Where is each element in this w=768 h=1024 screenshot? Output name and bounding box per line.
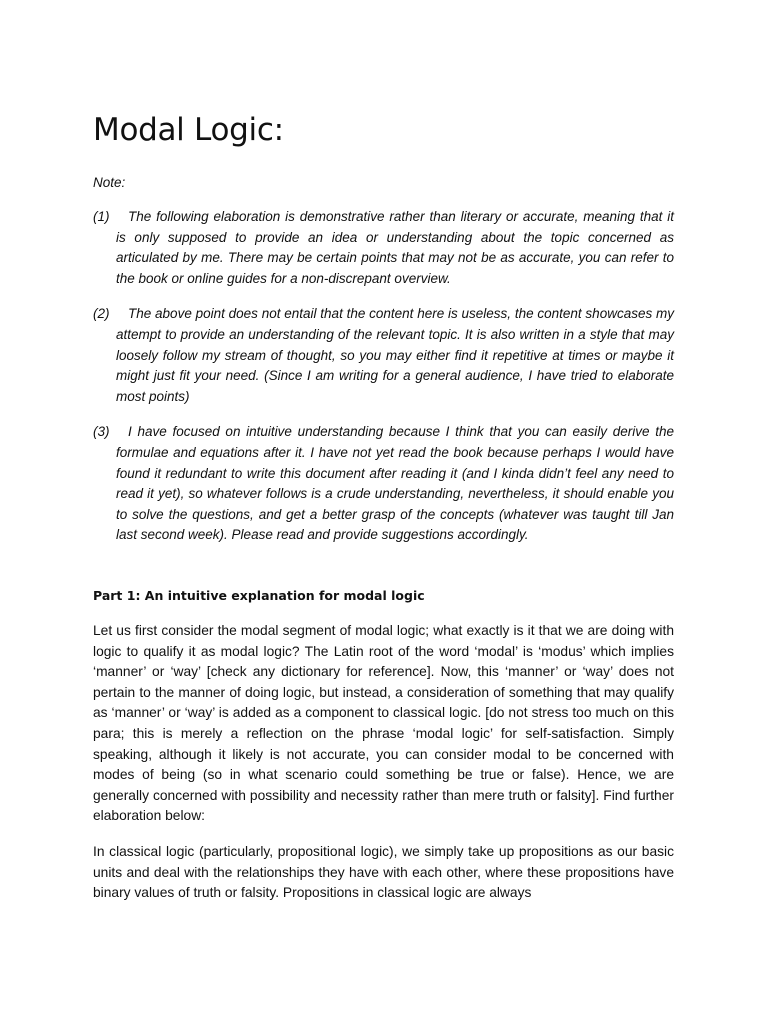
notes-list — [93, 207, 674, 561]
note-item — [93, 207, 674, 289]
note-number: (2) — [93, 306, 110, 322]
section-heading: Part 1: An intuitive explanation for modal logic — [93, 588, 425, 603]
body-paragraph: Let us first consider the modal segment of modal logic; what exactly is it that we are doing with logic to qualify it as modal logic? The Latin root of the word ‘modal’ is ‘modus’ which implies ‘manner’ or ‘way’ [check any dictionary for reference]. Now, this ‘manner’ or ‘way’ does not pertain to the manner of doing logic, but instead, a consideration of something that may qualify as ‘manner’ or ‘way’ is added as a component to classical logic. [do not stress too much on this para; this is merely a reflection on the phrase ‘modal logic’ for self-satisfaction. Simply speaking, although it likely is not accurate, you can consider modal to be concerned with modes of being (so in what scenario could something be true or false). Hence, we are generally concerned with possibility and necessity rather than mere truth or falsity]. Find further elaboration below: — [93, 623, 674, 824]
note-text: The above point does not entail that the content here is useless, the content showcases my attempt to provide an understanding of the relevant topic. It is also written in a style that may loosely follow my stream of thought, so you may either find it repetitive at times or maybe it might just fit your need. (Since I am writing for a general audience, I have tried to elaborate most points) — [116, 306, 674, 404]
note-text: I have focused on intuitive understanding because I think that you can easily derive the formulae and equations after it. I have not yet read the book because perhaps I would have found it redundant to write this document after reading it (and I kinda didn’t feel any need to read it yet), so whatever follows is a crude understanding, nevertheless, it should enable you to solve the questions, and get a better grasp of the concepts (whatever was taught till Jan last second week). Please read and provide suggestions accordingly. — [116, 424, 674, 543]
note-item — [93, 422, 674, 546]
note-item — [93, 304, 674, 407]
body-paragraph: In classical logic (particularly, propositional logic), we simply take up propositions as our basic units and deal with the relationships they have with each other, where these propositions have binary values of truth or falsity. Propositions in classical logic are always — [93, 843, 674, 901]
note-number: (3) — [93, 424, 110, 440]
note-number: (1) — [93, 209, 110, 224]
body-text — [93, 621, 674, 919]
note-text: The following elaboration is demonstrative rather than literary or accurate, meaning that it is only supposed to provide an idea or understanding about the topic concerned as articulated by me. There may be certain points that may not be as accurate, you can refer to the book or online guides for a non-discrepant overview. — [116, 209, 674, 286]
note-label: Note: — [93, 175, 126, 190]
page-title: Modal Logic: — [93, 112, 284, 148]
